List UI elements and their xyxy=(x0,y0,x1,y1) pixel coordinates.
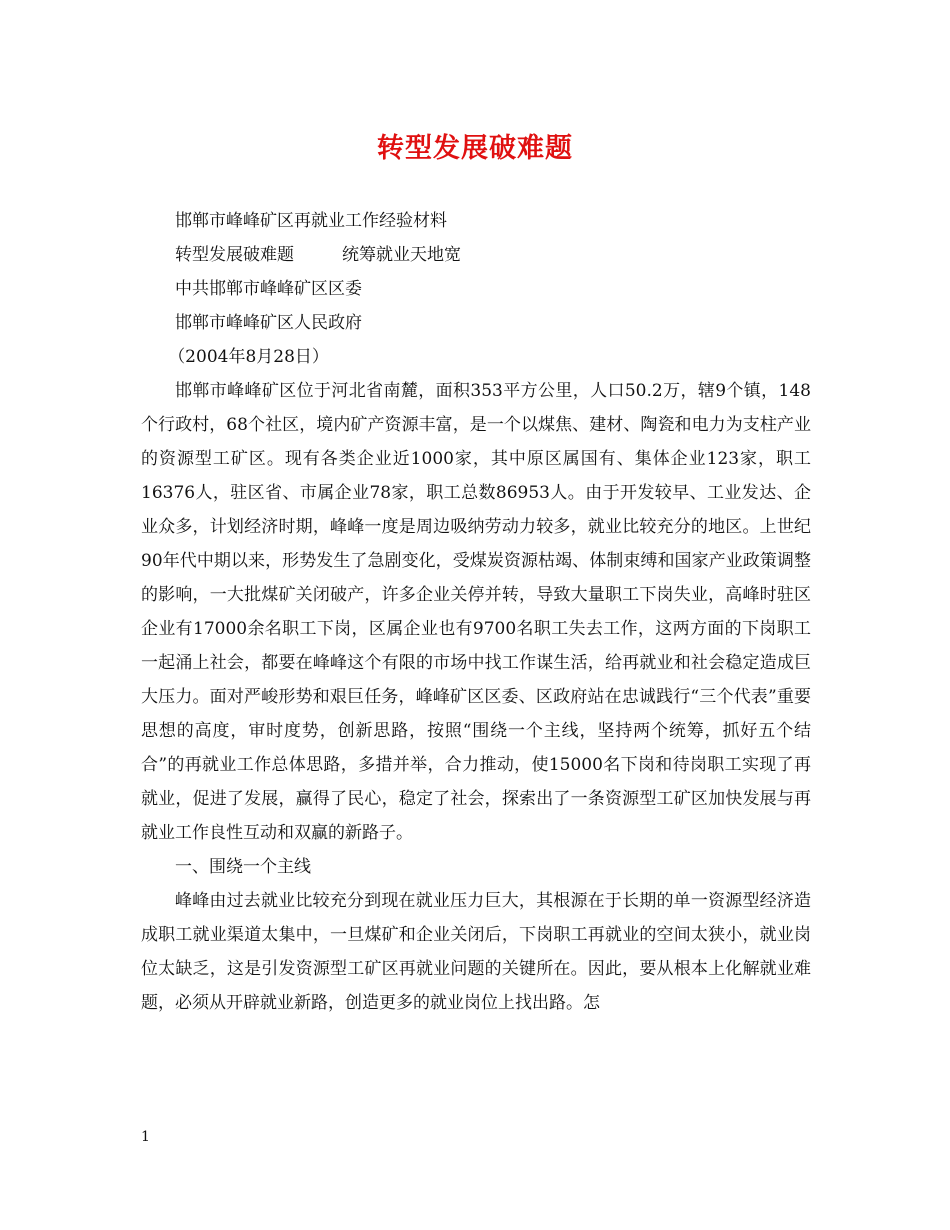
document-title: 转型发展破难题 xyxy=(377,133,573,164)
document-body xyxy=(141,204,811,1020)
paragraph-section-1: 峰峰由过去就业比较充分到现在就业压力巨大，其根源在于长期的单一资源型经济造成职工就业渠道太集中，一旦煤矿和企业关闭后，下岗职工再就业的空间太狭小，就业岗位太缺乏，这是引发资源型工矿区再就业问题的关键所在。因此，要从根本上化解就业难题，必须从开辟就业新路，创造更多的就业岗位上找出路。怎 xyxy=(141,891,811,1013)
header-line-government: 邯郸市峰峰矿区人民政府 xyxy=(175,313,362,333)
header-line-party-committee: 中共邯郸市峰峰矿区区委 xyxy=(175,279,362,299)
slogan-left: 转型发展破难题 xyxy=(175,245,294,265)
header-line-subtitle: 邯郸市峰峰矿区再就业工作经验材料 xyxy=(175,211,447,231)
paragraph-intro: 邯郸市峰峰矿区位于河北省南麓，面积353平方公里，人口50.2万，辖9个镇，148个行政村，68个社区，境内矿产资源丰富，是一个以煤焦、建材、陶瓷和电力为支柱产业的资源型工矿区。现有各类企业近1000家，其中原区属国有、集体企业123家，职工16376人，驻区省、市属企业78家，职工总数86953人。由于开发较早、工业发达、企业众多，计划经济时期，峰峰一度是周边吸纳劳动力较多，就业比较充分的地区。上世纪90年代中期以来，形势发生了急剧变化，受煤炭资源枯竭、体制束缚和国家产业政策调整的影响，一大批煤矿关闭破产，许多企业关停并转，导致大量职工下岗失业，高峰时驻区企业有17000余名职工下岗，区属企业也有9700名职工失去工作，这两方面的下岗职工一起涌上社会，都要在峰峰这个有限的市场中找工作谋生活，给再就业和社会稳定造成巨大压力。面对严峻形势和艰巨任务，峰峰矿区区委、区政府站在忠诚践行“三个代表”重要思想的高度，审时度势，创新思路，按照“围绕一个主线，坚持两个统筹，抓好五个结合”的再就业工作总体思路，多措并举，合力推动，使15000名下岗和待岗职工实现了再就业，促进了发展，赢得了民心，稳定了社会，探索出了一条资源型工矿区加快发展与再就业工作良性互动和双赢的新路子。 xyxy=(141,381,811,843)
header-line-date: （2004年8月28日） xyxy=(168,347,329,367)
header-line-slogans xyxy=(141,238,811,272)
section-heading-1: 一、围绕一个主线 xyxy=(175,857,311,877)
page-number: 1 xyxy=(141,1129,150,1145)
slogan-right: 统筹就业天地宽 xyxy=(342,245,461,265)
